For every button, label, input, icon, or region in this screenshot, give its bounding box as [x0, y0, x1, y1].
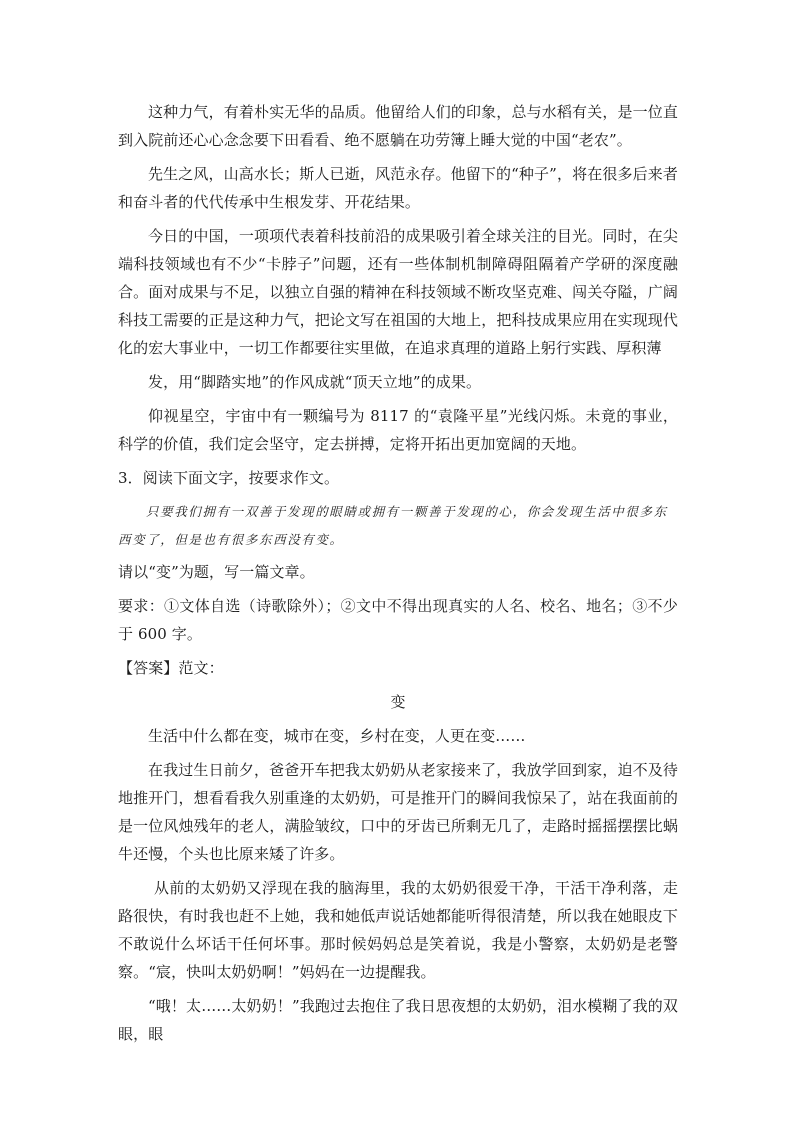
essay-paragraph-2: 在我过生日前夕，爸爸开车把我太奶奶从老家接来了，我放学回到家，迫不及待地推开门，想看看我久别重逢的太奶奶，可是推开门的瞬间我惊呆了，站在我面前的是一位风烛残年的老人，满脸皱纹，口中的牙齿已所剩无几了，走路时摇摇摆摆比蜗牛还慢，个头也比原来矮了许多。 [118, 761, 678, 863]
paragraph-4: 发，用“脚踏实地”的作风成就“顶天立地”的成果。 [148, 373, 482, 391]
question-prompt: 请以“变”为题，写一篇文章。 [118, 563, 315, 581]
essay-paragraph-4: “哦！太……太奶奶！”我跑过去抱住了我日思夜想的太奶奶，泪水模糊了我的双眼，眼 [118, 997, 678, 1043]
paragraph-2: 先生之风，山高水长；斯人已逝，风范永存。他留下的“种子”，将在很多后来者和奋斗者的代代传承中生根发芽、开花结果。 [118, 165, 678, 211]
essay-paragraph-3: 从前的太奶奶又浮现在我的脑海里，我的太奶奶很爱干净，干活干净利落，走路很快，有时我也赶不上她，我和她低声说话她都能听得很清楚，所以我在她眼皮下不敢说什么坏话干任何坏事。那时候妈妈总是笑着说，我是小警察，太奶奶是老警察。“宸，快叫太奶奶啊！”妈妈在一边提醒我。 [118, 879, 678, 981]
essay-paragraph-1: 生活中什么都在变，城市在变，乡村在变，人更在变…… [148, 727, 526, 745]
question-quote: 只要我们拥有一双善于发现的眼睛或拥有一颗善于发现的心，你会发现生活中很多东西变了，但是也有很多东西没有变。 [118, 504, 668, 547]
paragraph-3: 今日的中国，一项项代表着科技前沿的成果吸引着全球关注的目光。同时，在尖端科技领域也有不少“卡脖子”问题，还有一些体制机制障碍阻隔着产学研的深度融合。面对成果与不足，以独立自强的精神在科技领域不断攻坚克难、闯关夺隘，广阔科技工需要的正是这种力气，把论文写在祖国的大地上，把科技成果应用在实现现代化的宏大事业中，一切工作都要往实里做，在追求真理的道路上躬行实践、厚积薄 [118, 227, 678, 357]
paragraph-1: 这种力气，有着朴实无华的品质。他留给人们的印象，总与水稻有关，是一位直到入院前还心心念念要下田看看、绝不愿躺在功劳簿上睡大觉的中国“老农”。 [118, 103, 678, 149]
answer-label: 【答案】范文： [118, 659, 224, 677]
paragraph-5: 仰视星空，宇宙中有一颗编号为 8117 的“袁隆平星”光线闪烁。未竟的事业，科学的价值，我们定会坚守，定去拼搏，定将开拓出更加宽阔的天地。 [118, 407, 678, 453]
document-page [118, 98, 678, 1054]
question-heading: 3．阅读下面文字，按要求作文。 [118, 469, 340, 487]
essay-title: 变 [390, 693, 406, 711]
question-requirements: 要求：①文体自选（诗歌除外）；②文中不得出现真实的人名、校名、地名；③不少于 600 字。 [118, 597, 678, 643]
